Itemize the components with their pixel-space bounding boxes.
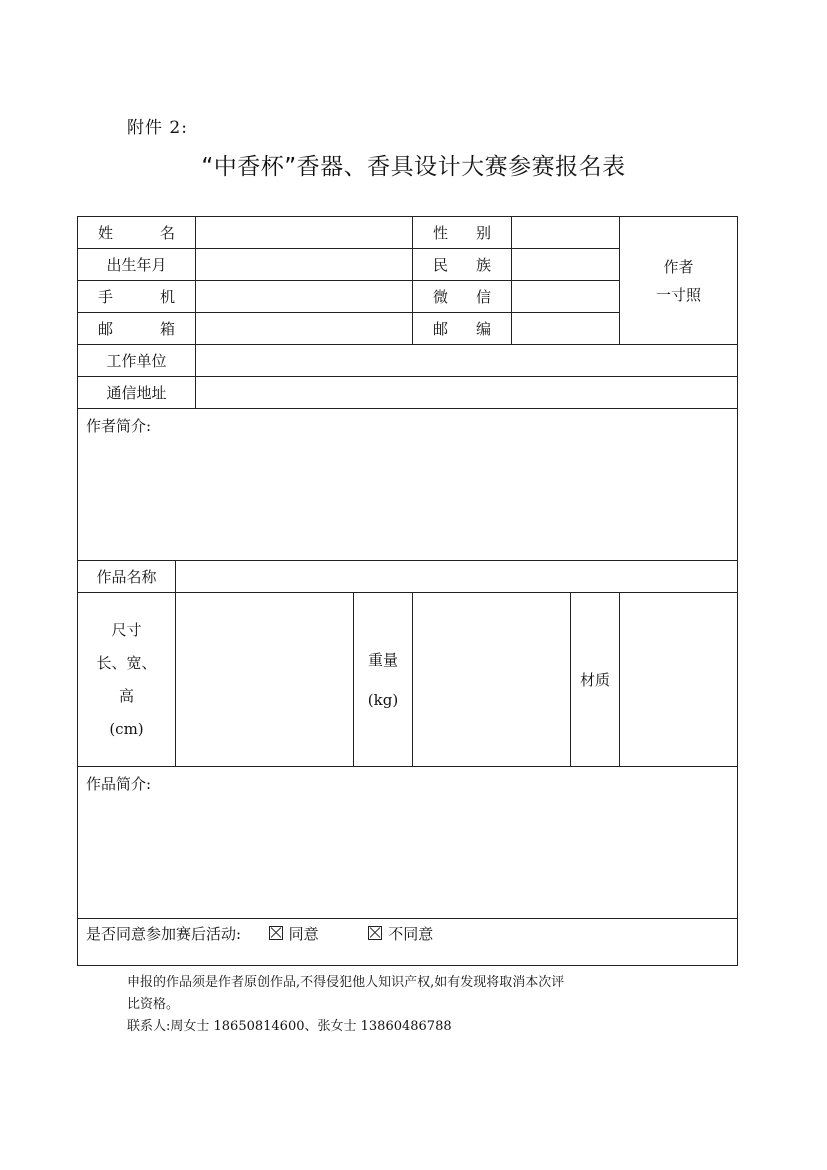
name-label: 姓名 <box>78 217 196 249</box>
work-intro-field[interactable] <box>78 767 738 919</box>
row-workplace <box>78 345 738 377</box>
size-label-line1: 尺寸 <box>111 620 142 639</box>
agree-checkbox[interactable] <box>269 926 283 940</box>
ethnicity-label: 民族 <box>413 249 512 281</box>
gender-field[interactable] <box>512 217 620 249</box>
postcode-field[interactable] <box>512 313 620 345</box>
birth-field[interactable] <box>196 249 413 281</box>
attachment-label: 附件 2: <box>127 118 188 138</box>
workplace-field[interactable] <box>196 345 738 377</box>
weight-label-line1: 重量 <box>367 650 398 669</box>
size-label-line3: 高 <box>118 686 134 705</box>
material-label: 材质 <box>571 593 620 767</box>
address-label: 通信地址 <box>78 377 196 409</box>
size-field[interactable] <box>176 593 354 767</box>
weight-label <box>354 593 413 767</box>
author-intro-field[interactable] <box>78 409 738 561</box>
photo-label-line2: 一寸照 <box>655 285 701 304</box>
weight-field[interactable] <box>413 593 571 767</box>
size-label-line2: 长、宽、 <box>96 653 157 672</box>
contact-info: 联系人:周女士 18650814600、张女士 13860486788 <box>127 1019 452 1034</box>
row-activity <box>78 919 738 966</box>
gender-label: 性别 <box>413 217 512 249</box>
name-field[interactable] <box>196 217 413 249</box>
row-address <box>78 377 738 409</box>
note-line2: 比资格。 <box>127 997 180 1012</box>
weight-label-line2: (kg) <box>367 690 399 709</box>
photo-cell[interactable] <box>620 217 738 345</box>
phone-label: 手机 <box>78 281 196 313</box>
address-field[interactable] <box>196 377 738 409</box>
page-title: “中香杯”香器、香具设计大赛参赛报名表 <box>201 154 626 180</box>
size-label-line4: (cm) <box>109 719 144 738</box>
workplace-label: 工作单位 <box>78 345 196 377</box>
row-author-intro <box>78 409 738 561</box>
email-label: 邮箱 <box>78 313 196 345</box>
size-label <box>78 593 176 767</box>
postcode-label: 邮编 <box>413 313 512 345</box>
row-work-intro <box>78 767 738 919</box>
email-field[interactable] <box>196 313 413 345</box>
author-intro-label: 作者简介: <box>86 417 152 435</box>
phone-field[interactable] <box>196 281 413 313</box>
footer-note <box>127 972 712 1038</box>
work-name-field[interactable] <box>176 561 738 593</box>
wechat-label: 微信 <box>413 281 512 313</box>
photo-label-line1: 作者 <box>663 257 694 276</box>
row-name <box>78 217 738 249</box>
birth-label: 出生年月 <box>78 249 196 281</box>
registration-form <box>77 216 738 966</box>
disagree-label: 不同意 <box>388 925 434 943</box>
ethnicity-field[interactable] <box>512 249 620 281</box>
row-specs <box>78 593 738 767</box>
disagree-checkbox[interactable] <box>368 926 382 940</box>
material-field[interactable] <box>620 593 738 767</box>
wechat-field[interactable] <box>512 281 620 313</box>
row-work-name <box>78 561 738 593</box>
activity-row <box>78 919 738 966</box>
work-name-label: 作品名称 <box>78 561 176 593</box>
activity-question: 是否同意参加赛后活动: <box>86 925 242 943</box>
work-intro-label: 作品简介: <box>86 775 152 793</box>
agree-label: 同意 <box>288 925 319 943</box>
note-line1: 申报的作品须是作者原创作品,不得侵犯他人知识产权,如有发现将取消本次评 <box>127 975 565 990</box>
